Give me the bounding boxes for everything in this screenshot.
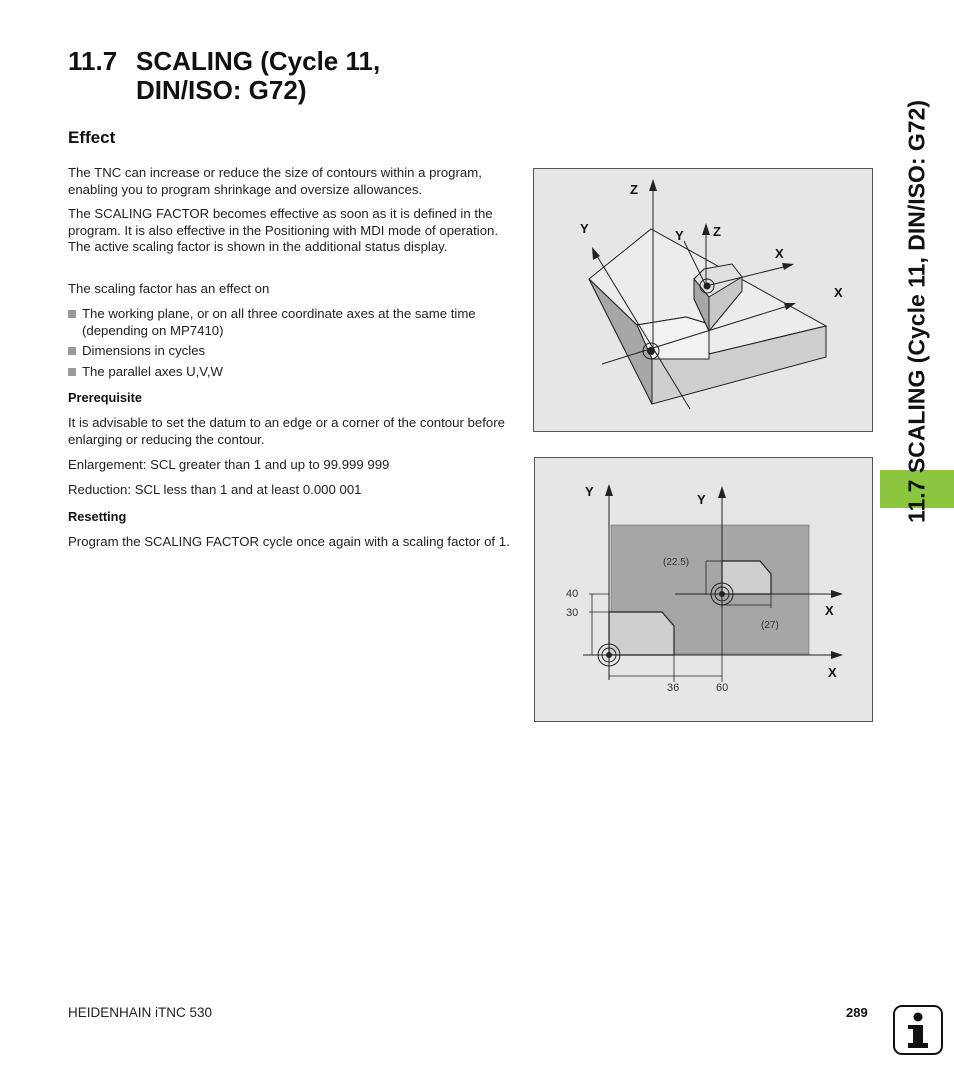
bullet-square: [68, 347, 76, 355]
section-heading-effect: Effect: [68, 128, 116, 147]
axis-label-x-small: X: [775, 246, 784, 261]
axis-label-y: Y: [585, 484, 594, 499]
page-title: [68, 47, 380, 105]
figure-3d-scaling: [533, 168, 873, 432]
title-line-2: DIN/ISO: G72): [136, 75, 307, 105]
axis-label-x: X: [834, 285, 843, 300]
paragraph-prerequisite: It is advisable to set the datum to an edge or a corner of the contour before enlarging or reducing the contour.: [68, 415, 505, 447]
axis-label-y-scaled: Y: [697, 492, 706, 507]
bullet-item: The working plane, or on all three coordinate axes at the same time (depending on MP7410): [68, 306, 512, 339]
dimension-label-27: (27): [761, 620, 779, 631]
dimension-label-60: 60: [716, 682, 729, 694]
figure-2d-scaling: [534, 457, 873, 722]
paragraph-reduction: Reduction: SCL less than 1 and at least 0.000 001: [68, 482, 362, 497]
paragraph-resetting: Program the SCALING FACTOR cycle once again with a scaling factor of 1.: [68, 534, 510, 549]
subheading-prerequisite: Prerequisite: [68, 390, 142, 405]
dimension-label-30: 30: [566, 607, 579, 619]
figure-2d-drawing: [535, 458, 872, 721]
subheading-resetting: Resetting: [68, 509, 127, 524]
info-icon: [893, 1005, 943, 1055]
paragraph-intro: The TNC can increase or reduce the size of contours within a program, enabling you to program shrinkage and oversize allowances.: [68, 165, 482, 197]
axis-label-x: X: [828, 665, 837, 680]
section-number: 11.7: [68, 46, 118, 76]
axis-label-z: Z: [630, 182, 638, 197]
dimension-label-40: 40: [566, 588, 579, 600]
paragraph-effective: The SCALING FACTOR becomes effective as soon as it is defined in the program. It is also effective in the Positioning with MDI mode of operation. The active scaling factor is shown in the additional status display.: [68, 206, 499, 255]
bullet-item: The parallel axes U,V,W: [68, 364, 512, 381]
figure-3d-drawing: [534, 169, 872, 431]
axis-label-y-small: Y: [675, 228, 684, 243]
axis-label-y: Y: [580, 221, 589, 236]
title-line-1: SCALING (Cycle 11,: [136, 46, 381, 76]
bullet-square: [68, 310, 76, 318]
dimension-label-22-5: (22.5): [663, 557, 690, 568]
bullet-square: [68, 368, 76, 376]
bullet-item: Dimensions in cycles: [68, 343, 512, 360]
page-number: 289: [846, 1005, 868, 1020]
paragraph-effect-on: The scaling factor has an effect on: [68, 281, 270, 296]
footer-product-name: HEIDENHAIN iTNC 530: [68, 1005, 213, 1020]
dimension-label-36: 36: [667, 682, 680, 694]
paragraph-enlargement: Enlargement: SCL greater than 1 and up to 99.999 999: [68, 457, 390, 472]
axis-label-x-scaled: X: [825, 603, 834, 618]
axis-label-z-small: Z: [713, 224, 721, 239]
